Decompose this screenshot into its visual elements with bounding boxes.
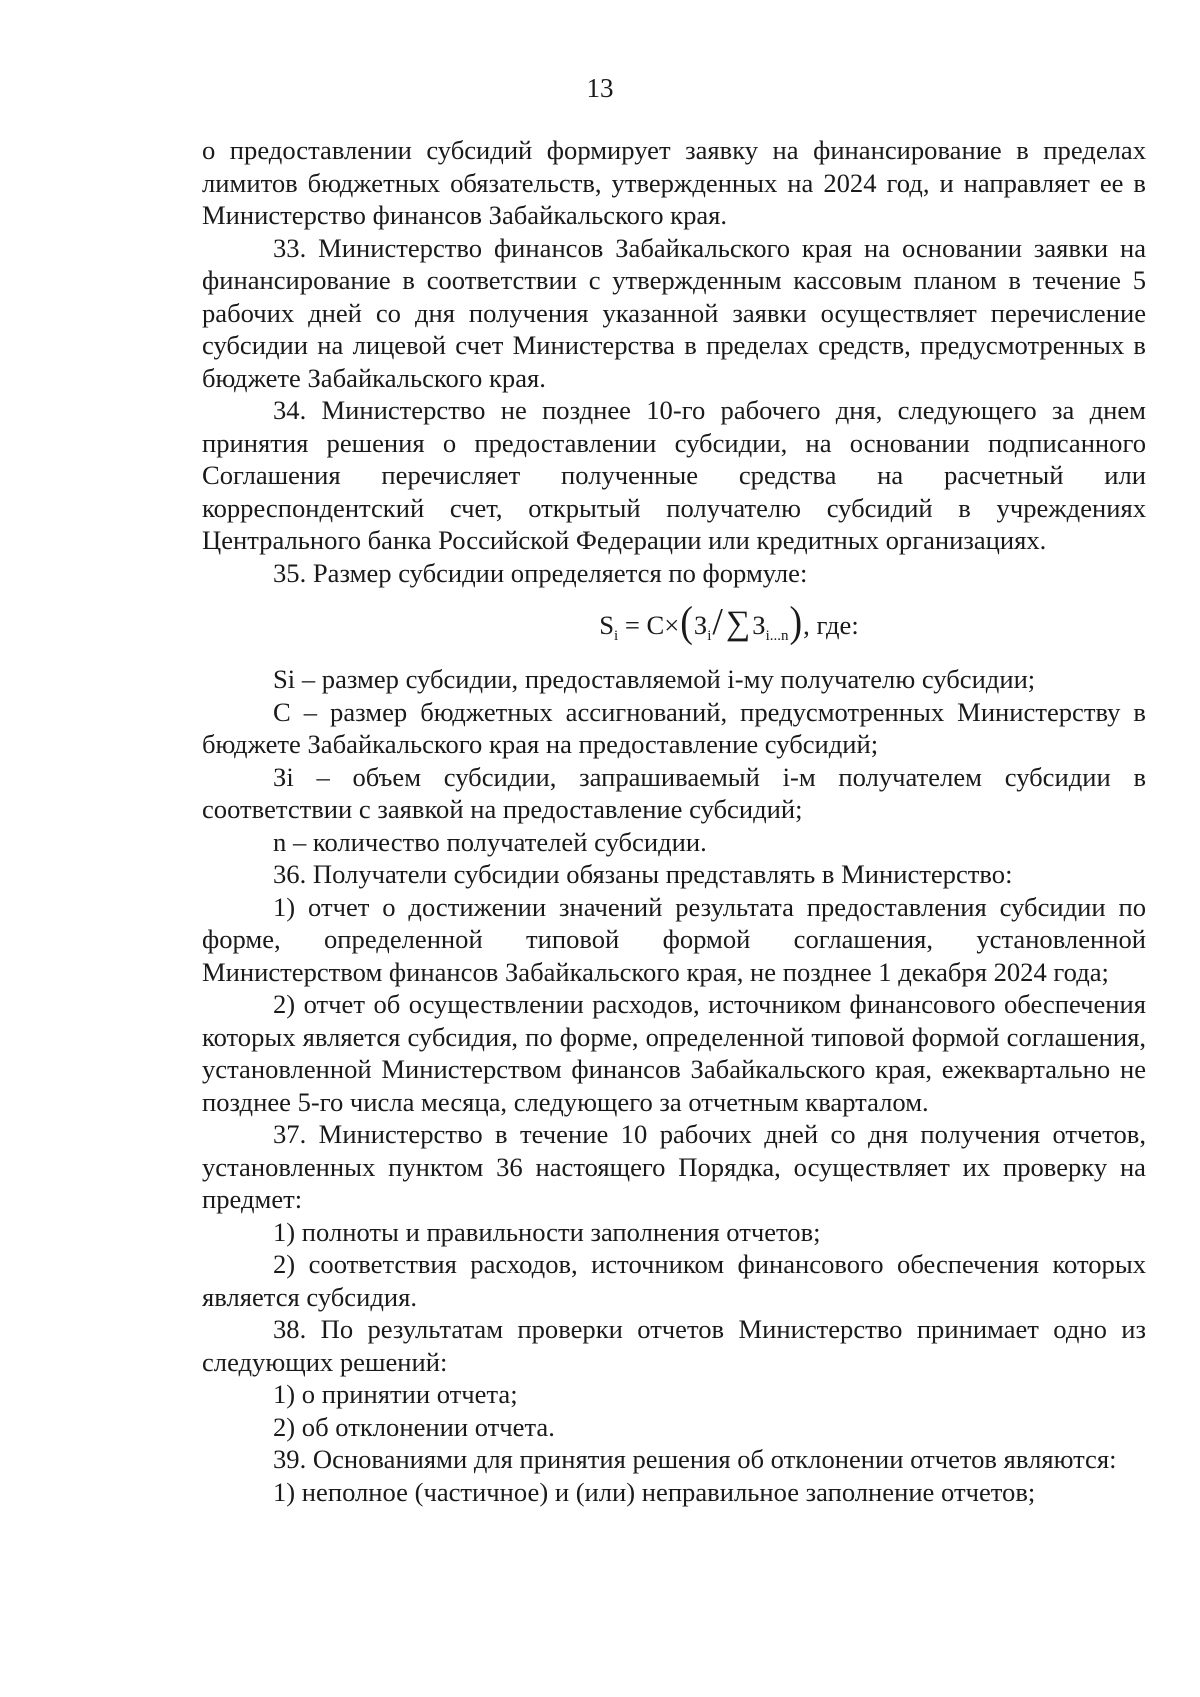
subitem-36-1: 1) отчет о достижении значений результата предоставления субсидии по форме, определенной типовой формой соглашения, установленной Министерством финансов Забайкальского края, не позднее 1 декабря 2024 года; [202,891,1146,987]
formula-sum-symbol: ∑ [725,605,751,642]
formula-z-subscript: i [707,628,712,644]
paragraph-item-39: 39. Основаниями для принятия решения об отклонении отчетов являются: [273,1444,1117,1474]
subitem-36-2: 2) отчет об осуществлении расходов, источником финансового обеспечения которых является субсидия, по форме, определенной типовой формой соглашения, установленной Министерством финансов Забайкальского края, ежеквартально не позднее 5-го числа месяца, следующего за отчетным кварталом. [202,989,1146,1117]
paragraph-item-34: 34. Министерство не позднее 10-го рабочего дня, следующего за днем принятия решения о предоставлении субсидии, на основании подписанного Соглашения перечисляет полученные средства на расчетный или корреспондентский счет, открытый получателю субсидий в учреждениях Центрального банка Российской Федерации или кредитных организациях. [202,395,1146,555]
paragraph: о предоставлении субсидий формирует заявку на финансирование в пределах лимитов бюджетных обязательств, утвержденных на 2024 год, и направляет ее в Министерство финансов Забайкальского края. [202,135,1146,230]
subitem-38-2: 2) об отклонении отчета. [273,1411,555,1442]
formula-c: C [646,610,665,640]
formula-close-paren: ) [789,597,803,647]
formula-lhs-subscript: i [614,628,619,644]
paragraph-item-36: 36. Получатели субсидии обязаны представлять в Министерство: [273,859,1013,889]
definition-c: С – размер бюджетных ассигнований, предусмотренных Министерству в бюджете Забайкальского края на предоставление субсидий; [202,696,1146,759]
formula-z2: З [752,610,766,640]
paragraph-item-33: 33. Министерство финансов Забайкальского края на основании заявки на финансирование в соответствии с утвержденным кассовым планом в течение 5 рабочих дней со дня получения указанной заявки осуществляет перечисление субсидии на лицевой счет Министерства в пределах средств, предусмотренных в бюджете Забайкальского края. [202,232,1146,393]
formula-slash: / [712,601,723,643]
definition-si: Si – размер субсидии, предоставляемой i-му получателю субсидии; [273,664,1036,694]
paragraph-item-35: 35. Размер субсидии определяется по формуле: [273,557,808,588]
formula-z: З [693,610,708,640]
page-number: 13 [586,73,614,103]
formula-z2-subscript: i...n [765,628,789,644]
formula-times: × [664,610,680,640]
formula-lhs: S [599,610,615,640]
paragraph-item-37: 37. Министерство в течение 10 рабочих дней со дня получения отчетов, установленных пунктом 36 настоящего Порядка, осуществляет их проверку на предмет: [202,1119,1146,1214]
formula-expression [599,597,859,647]
definition-zi: Зi – объем субсидии, запрашиваемый i-м получателем субсидии в соответствии с заявкой на предоставление субсидий; [202,761,1146,824]
paragraphs-after-formula [202,663,1146,1508]
subitem-37-2: 2) соответствия расходов, источником финансового обеспечения которых является субсидия. [202,1249,1146,1312]
formula-open-paren: ( [680,597,693,647]
subitem-39-1: 1) неполное (частичное) и (или) неправильное заполнение отчетов; [273,1476,1036,1507]
formula-equals: = [624,610,640,640]
subitem-38-1: 1) о принятии отчета; [273,1379,518,1409]
paragraph-item-38: 38. По результатам проверки отчетов Министерство принимает одно из следующих решений: [202,1314,1146,1377]
paragraphs-before-formula [202,134,1146,589]
document-body [202,134,1146,1508]
subsidy-formula [202,589,1146,659]
definition-n: n – количество получателей субсидии. [273,826,707,857]
subitem-37-1: 1) полноты и правильности заполнения отчетов; [273,1216,821,1247]
formula-tail: , где: [803,610,859,640]
